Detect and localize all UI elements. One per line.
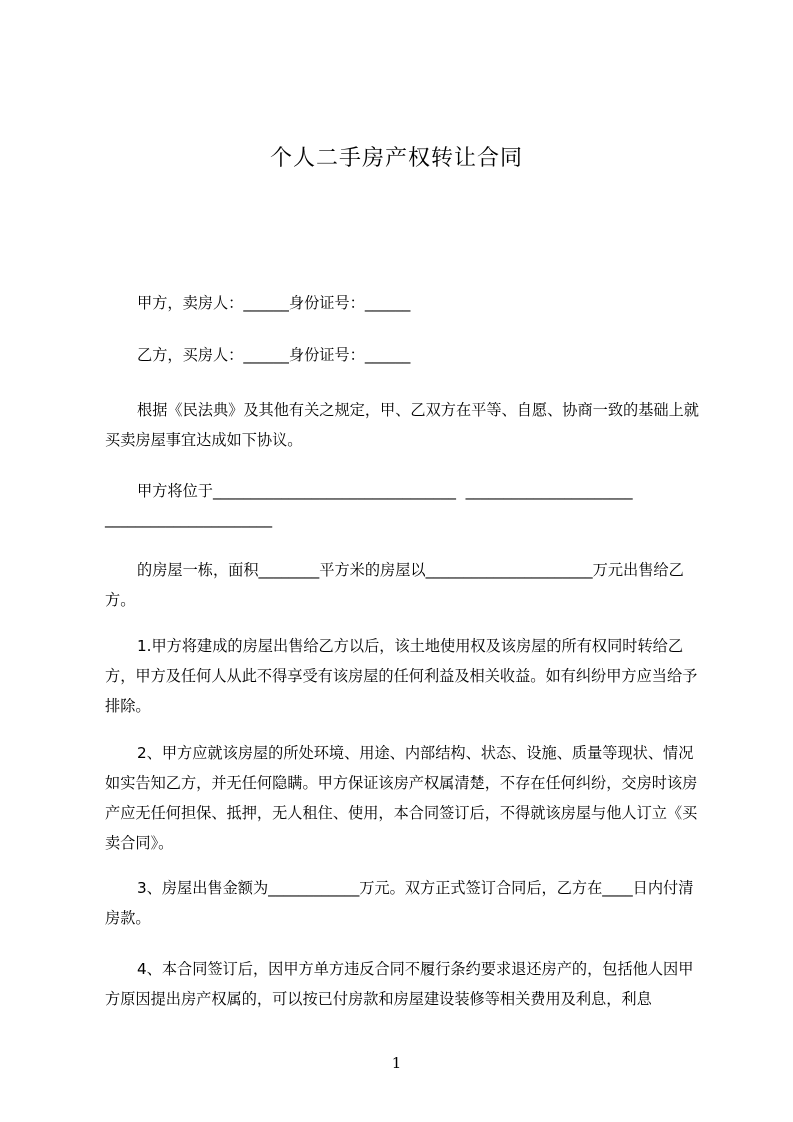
clause-3: 3、房屋出售金额为____________万元。双方正式签订合同后，乙方在____日内付清房款。 (105, 879, 694, 927)
party-b-line: 乙方，买房人：______身份证号：______ (137, 346, 411, 364)
page-number: 1 (391, 1054, 402, 1072)
property-location-line: 甲方将位于________________________________ ______________________ (137, 482, 633, 500)
clause-1: 1.甲方将建成的房屋出售给乙方以后，该土地使用权及该房屋的所有权同时转给乙方，甲方及任何人从此不得享受有该房屋的任何利益及相关收益。如有纠纷甲方应当给予排除。 (105, 637, 698, 715)
clause-2: 2、甲方应就该房屋的所处环境、用途、内部结构、状态、设施、质量等现状、情况如实告知乙方，并无任何隐瞒。甲方保证该房产权属清楚，不存在任何纠纷，交房时该房产应无任何担保、抵押，无人租住、使用，本合同签订后，不得就该房屋与他人订立《买卖合同》。 (105, 744, 698, 852)
party-a-line: 甲方，卖房人：______身份证号：______ (137, 294, 411, 312)
clause-4: 4、本合同签订后，因甲方单方违反合同不履行条约要求退还房产的，包括他人因甲方原因提出房产权属的，可以按已付房款和房屋建设装修等相关费用及利息，利息 (105, 960, 694, 1008)
property-location-line-continued: ______________________ (105, 510, 273, 528)
page-title: 个人二手房产权转让合同 (269, 146, 523, 171)
area-price-paragraph: 的房屋一栋，面积________平方米的房屋以______________________万元出售给乙方。 (105, 561, 684, 609)
preamble-paragraph: 根据《民法典》及其他有关之规定，甲、乙双方在平等、自愿、协商一致的基础上就买卖房屋事宜达成如下协议。 (105, 401, 699, 449)
